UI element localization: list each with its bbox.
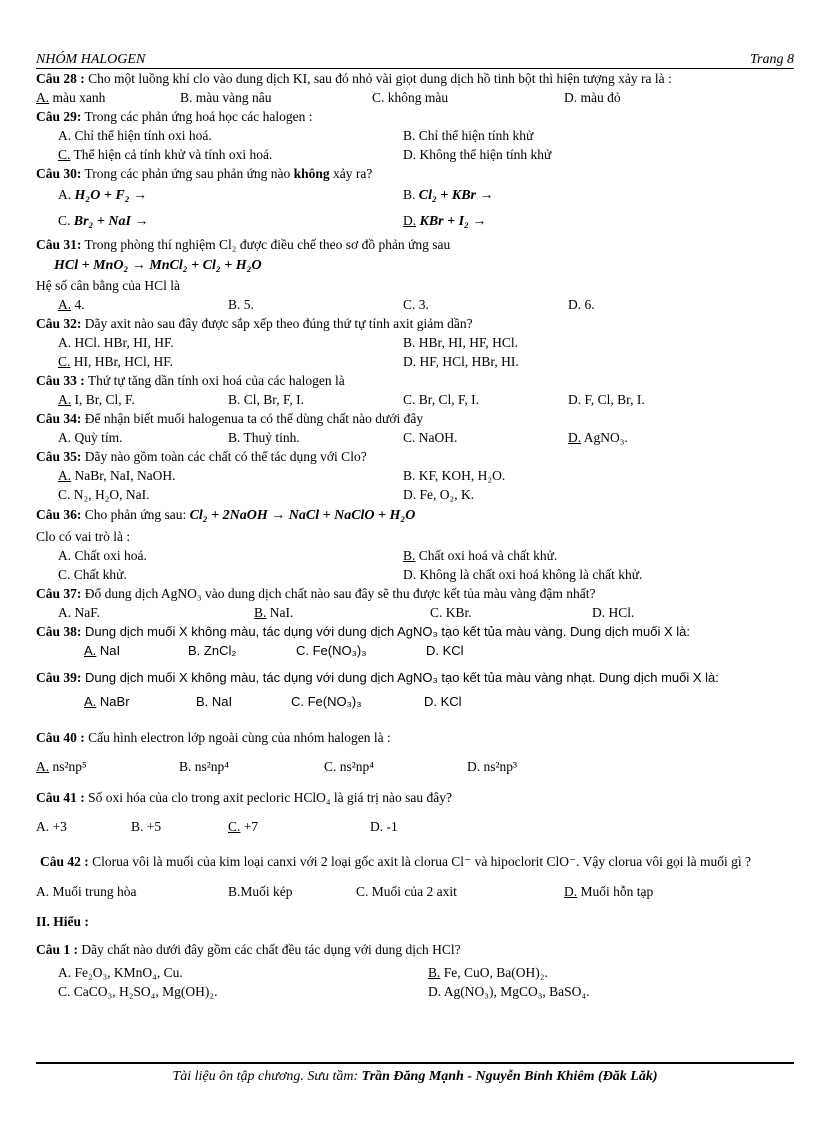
question-37-options: A. NaF. B. NaI. C. KBr. D. HCl. — [58, 605, 635, 620]
question-38: Câu 38: Dung dịch muối X không màu, tác dụng với dung dịch AgNO₃ tạo kết tủa màu vàng. Dung dịch muối X là: — [36, 624, 690, 639]
question-31-equation: HCl + MnO₂ → MnCl₂ + Cl₂ + H₂O — [54, 258, 262, 273]
question-38-options: A. NaI B. ZnCl₂ C. Fe(NO₃)₃ D. KCl — [84, 643, 464, 658]
question-28-options: A. màu xanh B. màu vàng nâu C. không màu D. màu đỏ — [36, 90, 621, 105]
question-36: Câu 36: Cho phản ứng sau: Cl₂ + 2NaOH → NaCl + NaClO + H₂O — [36, 507, 416, 523]
question-30-options-ab: A. H₂O + F₂ → B. Cl₂ + KBr → — [58, 187, 494, 203]
question-40-options: A. ns²np⁵ B. ns²np⁴ C. ns²np⁴ D. ns²np³ — [36, 759, 518, 774]
question-33: Câu 33 : Thứ tự tăng dần tính oxi hoá của các halogen là — [36, 373, 345, 388]
question-29-options-cd: C. Thể hiện cả tính khử và tính oxi hoá. D. Không thể hiện tính khử — [58, 147, 552, 162]
question-39-options: A. NaBr B. NaI C. Fe(NO₃)₃ D. KCl — [84, 694, 462, 709]
footer-divider — [36, 1062, 794, 1064]
question-c1-options-cd: C. CaCO₃, H₂SO₄, Mg(OH)₂. D. Ag(NO₃), MgCO₃, BaSO₄. — [58, 984, 590, 999]
question-32-options-cd: C. HI, HBr, HCl, HF. D. HF, HCl, HBr, HI. — [58, 354, 519, 369]
header-page-number: Trang 8 — [750, 52, 794, 67]
question-32: Câu 32: Dãy axit nào sau đây được sắp xếp theo đúng thứ tự tính axit giảm dần? — [36, 316, 473, 331]
page-footer: Tài liệu ôn tập chương. Sưu tầm: Trần Đăng Mạnh - Nguyễn Bỉnh Khiêm (Đăk Lăk) — [172, 1069, 658, 1084]
page-header — [36, 52, 794, 69]
question-36-subtext: Clo có vai trò là : — [36, 529, 131, 544]
question-29: Câu 29: Trong các phản ứng hoá học các halogen : — [36, 109, 313, 124]
question-36-options-ab: A. Chất oxi hoá. B. Chất oxi hoá và chất khử. — [58, 548, 558, 563]
question-c1-options-ab: A. Fe₂O₃, KMnO₄, Cu. B. Fe, CuO, Ba(OH)₂. — [58, 965, 548, 980]
question-30: Câu 30: Trong các phản ứng sau phản ứng nào không xảy ra? — [36, 166, 373, 181]
document-page — [36, 52, 794, 1001]
question-39: Câu 39: Dung dịch muối X không màu, tác dụng với dung dịch AgNO₃ tạo kết tủa màu vàng nhạt. Dung dịch muối X là: — [36, 670, 719, 685]
question-29-options-ab: A. Chỉ thể hiện tính oxi hoá. B. Chỉ thể hiện tính khử — [58, 128, 534, 143]
question-42: Câu 42 : Clorua vôi là muối của kim loại canxi với 2 loại gốc axit là clorua Cl⁻ và hipoclorit ClO⁻. Vậy clorua vôi gọi là muối gì ? — [40, 854, 752, 869]
question-34-options: A. Quỳ tím. B. Thuỷ tinh. C. NaOH. D. AgNO₃. — [58, 430, 628, 445]
section-heading: II. Hiểu : — [36, 914, 89, 929]
question-c1: Câu 1 : Dãy chất nào dưới đây gồm các chất đều tác dụng với dung dịch HCl? — [36, 942, 461, 957]
question-41-options: A. +3 B. +5 C. +7 D. -1 — [36, 819, 398, 834]
question-31: Câu 31: Trong phòng thí nghiệm Cl₂ được điều chế theo sơ đồ phản ứng sau — [36, 237, 451, 252]
question-36-options-cd: C. Chất khử. D. Không là chất oxi hoá không là chất khử. — [58, 567, 643, 582]
question-32-options-ab: A. HCl. HBr, HI, HF. B. HBr, HI, HF, HCl. — [58, 335, 519, 350]
question-33-options: A. I, Br, Cl, F. B. Cl, Br, F, I. C. Br, Cl, F, I. D. F, Cl, Br, I. — [58, 392, 645, 407]
question-42-options: A. Muối trung hòa B.Muối kép C. Muối của 2 axit D. Muối hỗn tạp — [36, 884, 654, 899]
question-31-subtext: Hệ số cân bằng của HCl là — [36, 278, 180, 293]
question-31-options: A. 4. B. 5. C. 3. D. 6. — [58, 297, 595, 312]
question-37: Câu 37: Đổ dung dịch AgNO₃ vào dung dịch chất nào sau đây sẽ thu được kết tủa màu vàng đậm nhất? — [36, 586, 596, 601]
question-30-options-cd: C. Br₂ + NaI → D. KBr + I₂ → — [58, 213, 487, 229]
question-35-options-ab: A. NaBr, NaI, NaOH. B. KF, KOH, H₂O. — [58, 468, 506, 483]
question-28: Câu 28 : Cho một luồng khí clo vào dung dịch KI, sau đó nhỏ vài giọt dung dịch hồ tinh bột thì hiện tượng xảy ra là : — [36, 71, 672, 86]
header-title: NHÓM HALOGEN — [36, 52, 146, 67]
question-40: Câu 40 : Cấu hình electron lớp ngoài cùng của nhóm halogen là : — [36, 730, 391, 745]
question-35-options-cd: C. N₂, H₂O, NaI. D. Fe, O₂, K. — [58, 487, 475, 502]
question-34: Câu 34: Để nhận biết muối halogenua ta có thể dùng chất nào dưới đây — [36, 411, 424, 426]
question-41: Câu 41 : Số oxi hóa của clo trong axit pecloric HClO₄ là giá trị nào sau đây? — [36, 790, 452, 805]
question-35: Câu 35: Dãy nào gồm toàn các chất có thể tác dụng với Clo? — [36, 449, 367, 464]
